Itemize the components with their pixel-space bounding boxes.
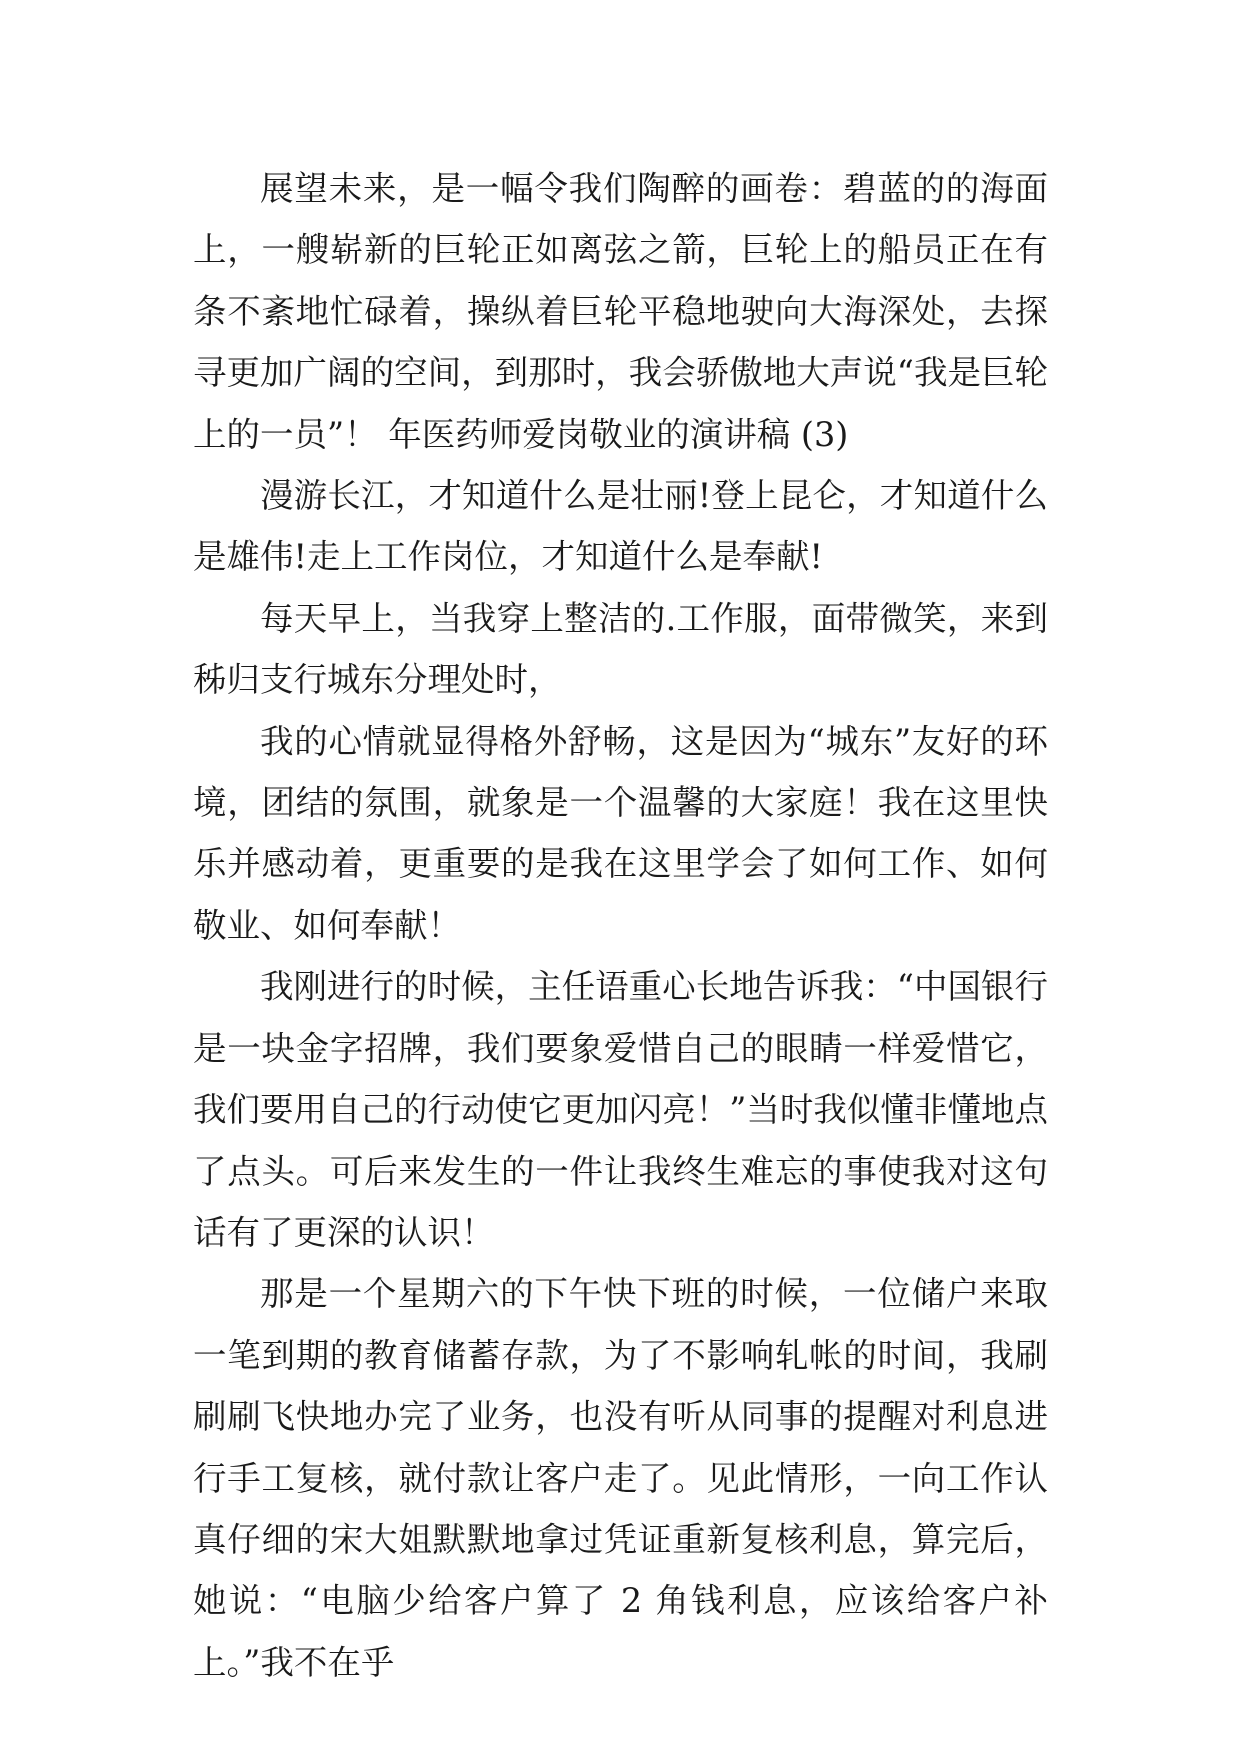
paragraph: 每天早上，当我穿上整洁的.工作服，面带微笑，来到秭归支行城东分理处时， [193, 598, 1048, 700]
paragraph: 我刚进行的时候，主任语重心长地告诉我：“中国银行是一块金字招牌，我们要象爱惜自己的眼睛一样爱惜它，我们要用自己的行动使它更加闪亮！”当时我似懂非懂地点了点头。可后来发生的一件让我终生难忘的事使我对这句话有了更深的认识！ [193, 967, 1048, 1252]
paragraph: 展望未来，是一幅令我们陶醉的画卷：碧蓝的的海面上，一艘崭新的巨轮正如离弦之箭，巨轮上的船员正在有条不紊地忙碌着，操纵着巨轮平稳地驶向大海深处，去探寻更加广阔的空间，到那时，我会骄傲地大声说“我是巨轮上的一员”！ 年医药师爱岗敬业的演讲稿 (3) [193, 169, 1048, 454]
document-body [193, 158, 1048, 1693]
paragraph: 漫游长江，才知道什么是壮丽!登上昆仑，才知道什么是雄伟!走上工作岗位，才知道什么是奉献! [193, 476, 1048, 577]
paragraph: 那是一个星期六的下午快下班的时候，一位储户来取一笔到期的教育储蓄存款，为了不影响轧帐的时间，我刷刷刷飞快地办完了业务，也没有听从同事的提醒对利息进行手工复核，就付款让客户走了。见此情形，一向工作认真仔细的宋大姐默默地拿过凭证重新复核利息，算完后，她说：“电脑少给客户算了 2 角钱利息，应该给客户补上。”我不在乎 [193, 1274, 1048, 1682]
paragraph: 我的心情就显得格外舒畅，这是因为“城东”友好的环境，团结的氛围，就象是一个温馨的大家庭！我在这里快乐并感动着，更重要的是我在这里学会了如何工作、如何敬业、如何奉献！ [193, 721, 1048, 945]
